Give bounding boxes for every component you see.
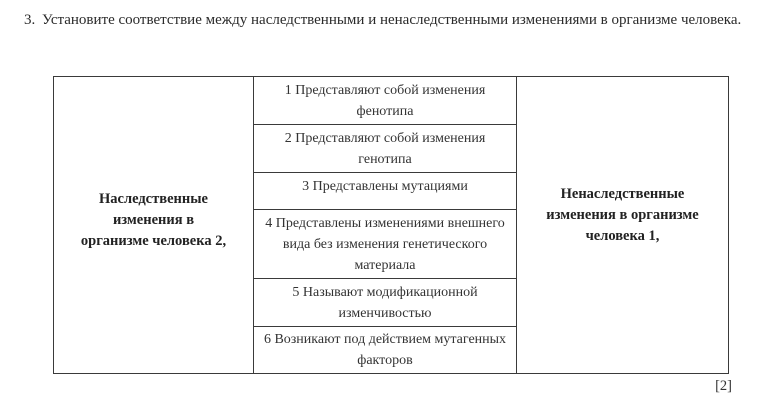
hereditary-column (54, 77, 254, 373)
statement-item-3: 3 Представлены мутациями (254, 173, 516, 210)
question-text: Установите соответствие между наследственными и ненаследственными изменениями в организме человека. (42, 12, 742, 28)
statement-item-2: 2 Представляют собой изменения генотипа (254, 125, 516, 173)
statement-item-4: 4 Представлены изменениями внешнего вида без изменения генетического материала (254, 210, 516, 279)
statement-item-1: 1 Представляют собой изменения фенотипа (254, 77, 516, 125)
matching-table (53, 76, 729, 374)
non-hereditary-column (516, 77, 728, 373)
question-number: 3. (24, 12, 36, 28)
hereditary-header: Наследственные изменения в организме человека 2, (80, 190, 227, 249)
statement-item-5: 5 Называют модификационной изменчивостью (254, 279, 516, 327)
statements-column (254, 77, 516, 373)
question-block (24, 10, 744, 31)
non-hereditary-header: Ненаследственные изменения в организме человека 1, (546, 185, 699, 244)
statement-item-6: 6 Возникают под действием мутагенных факторов (263, 332, 507, 368)
score-mark: [2] (715, 378, 732, 394)
